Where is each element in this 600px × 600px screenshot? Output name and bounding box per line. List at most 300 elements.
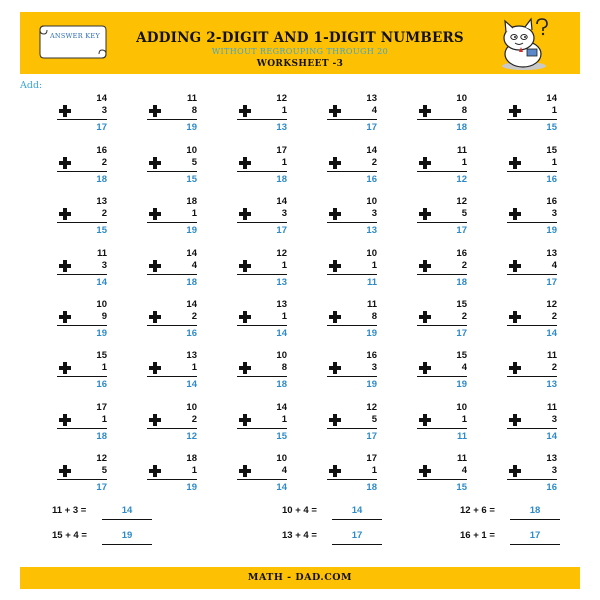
instruction-text: Add: <box>20 80 43 91</box>
plus-icon <box>239 465 251 477</box>
answer: 17 <box>96 482 107 493</box>
addition-problem <box>235 402 289 446</box>
answer: 19 <box>546 225 557 236</box>
horizontal-problem <box>282 530 412 546</box>
plus-icon <box>329 465 341 477</box>
answer-line <box>332 544 382 545</box>
plus-icon <box>419 260 431 272</box>
answer: 19 <box>186 122 197 133</box>
sum-line <box>417 171 467 172</box>
plus-icon <box>509 105 521 117</box>
addend-bottom: 1 <box>101 414 107 425</box>
answer: 14 <box>546 328 557 339</box>
addend-top: 10 <box>456 402 467 413</box>
addend-bottom: 1 <box>551 105 557 116</box>
worksheet-number: WORKSHEET -3 <box>256 59 344 69</box>
addition-problem <box>145 145 199 189</box>
plus-icon <box>329 311 341 323</box>
addend-top: 10 <box>366 196 377 207</box>
addition-problem <box>505 248 559 292</box>
addend-bottom: 1 <box>281 260 287 271</box>
plus-icon <box>329 157 341 169</box>
addend-top: 15 <box>546 145 557 156</box>
horizontal-problem <box>460 505 590 521</box>
equation-text: 11 + 3 = <box>52 505 87 516</box>
plus-icon <box>329 414 341 426</box>
addend-bottom: 2 <box>191 414 197 425</box>
answer: 16 <box>186 328 197 339</box>
sum-line <box>507 325 557 326</box>
addition-problem <box>415 248 469 292</box>
addend-bottom: 8 <box>281 362 287 373</box>
addition-problem <box>505 350 559 394</box>
addition-problem <box>325 248 379 292</box>
addend-bottom: 4 <box>371 105 377 116</box>
sum-line <box>507 274 557 275</box>
answer-key-label: ANSWER KEY <box>49 32 101 40</box>
sum-line <box>147 428 197 429</box>
sum-line <box>507 222 557 223</box>
sum-line <box>57 325 107 326</box>
answer: 17 <box>366 122 377 133</box>
addend-bottom: 2 <box>461 311 467 322</box>
horizontal-problem <box>52 530 182 546</box>
answer-key-scroll-icon <box>38 22 110 62</box>
sum-line <box>147 274 197 275</box>
answer: 19 <box>96 328 107 339</box>
addend-bottom: 4 <box>461 362 467 373</box>
addition-problem <box>415 145 469 189</box>
plus-icon <box>149 362 161 374</box>
addition-problem <box>325 453 379 497</box>
answer: 15 <box>96 225 107 236</box>
addend-bottom: 1 <box>191 362 197 373</box>
answer: 19 <box>456 379 467 390</box>
sum-line <box>327 428 377 429</box>
addition-problem <box>55 350 109 394</box>
answer: 19 <box>186 225 197 236</box>
addition-problem <box>145 248 199 292</box>
answer: 14 <box>351 505 363 516</box>
answer: 18 <box>96 431 107 442</box>
addend-top: 17 <box>366 453 377 464</box>
answer: 14 <box>276 328 287 339</box>
addend-bottom: 4 <box>461 465 467 476</box>
addend-top: 14 <box>186 248 197 259</box>
plus-icon <box>419 311 431 323</box>
equation-text: 15 + 4 = <box>52 530 87 541</box>
answer: 11 <box>366 277 377 288</box>
sum-line <box>237 325 287 326</box>
worksheet-title: ADDING 2-DIGIT AND 1-DIGIT NUMBERS <box>136 30 464 46</box>
addition-problem <box>505 402 559 446</box>
addend-top: 17 <box>96 402 107 413</box>
addend-top: 13 <box>186 350 197 361</box>
sum-line <box>57 222 107 223</box>
sum-line <box>327 376 377 377</box>
addition-problem <box>145 402 199 446</box>
addition-problem <box>415 93 469 137</box>
answer: 16 <box>546 174 557 185</box>
sum-line <box>237 119 287 120</box>
addend-bottom: 1 <box>461 414 467 425</box>
answer: 14 <box>186 379 197 390</box>
addend-top: 13 <box>276 299 287 310</box>
answer: 17 <box>276 225 287 236</box>
addition-problem <box>415 350 469 394</box>
sum-line <box>507 119 557 120</box>
answer-line <box>102 544 152 545</box>
addend-top: 15 <box>456 350 467 361</box>
plus-icon <box>59 465 71 477</box>
answer: 17 <box>456 328 467 339</box>
answer: 18 <box>186 277 197 288</box>
answer: 14 <box>276 482 287 493</box>
plus-icon <box>59 208 71 220</box>
addend-top: 10 <box>366 248 377 259</box>
addend-top: 14 <box>546 93 557 104</box>
addend-top: 13 <box>96 196 107 207</box>
answer: 15 <box>546 122 557 133</box>
addend-top: 11 <box>186 93 197 104</box>
addition-problem <box>55 453 109 497</box>
addend-bottom: 3 <box>371 208 377 219</box>
addition-problem <box>505 145 559 189</box>
addend-bottom: 2 <box>551 311 557 322</box>
addend-bottom: 3 <box>101 105 107 116</box>
addend-top: 10 <box>186 402 197 413</box>
addition-problem <box>235 248 289 292</box>
addend-top: 18 <box>186 196 197 207</box>
addend-top: 14 <box>276 196 287 207</box>
plus-icon <box>59 362 71 374</box>
plus-icon <box>239 362 251 374</box>
addition-problem <box>325 350 379 394</box>
addend-top: 11 <box>456 453 467 464</box>
answer: 17 <box>96 122 107 133</box>
answer: 14 <box>121 505 133 516</box>
answer-line <box>332 519 382 520</box>
addend-top: 11 <box>96 248 107 259</box>
sum-line <box>327 274 377 275</box>
sum-line <box>417 376 467 377</box>
addend-bottom: 3 <box>371 362 377 373</box>
footer-text: MATH - DAD.COM <box>247 572 353 583</box>
plus-icon <box>239 414 251 426</box>
sum-line <box>327 171 377 172</box>
sum-line <box>147 376 197 377</box>
addend-top: 14 <box>96 93 107 104</box>
plus-icon <box>509 157 521 169</box>
sum-line <box>57 171 107 172</box>
addend-top: 11 <box>456 145 467 156</box>
sum-line <box>327 222 377 223</box>
addend-bottom: 3 <box>551 208 557 219</box>
addition-problem <box>505 299 559 343</box>
plus-icon <box>239 208 251 220</box>
addend-bottom: 3 <box>551 465 557 476</box>
answer: 12 <box>186 431 197 442</box>
addend-top: 12 <box>276 248 287 259</box>
addition-problem <box>145 196 199 240</box>
worksheet-subtitle: WITHOUT REGROUPING THROUGH 20 <box>211 47 389 56</box>
sum-line <box>147 171 197 172</box>
answer: 16 <box>546 482 557 493</box>
addend-top: 14 <box>276 402 287 413</box>
addend-top: 15 <box>456 299 467 310</box>
plus-icon <box>239 157 251 169</box>
addend-top: 11 <box>546 402 557 413</box>
addend-top: 10 <box>276 453 287 464</box>
plus-icon <box>329 208 341 220</box>
plus-icon <box>509 260 521 272</box>
addend-bottom: 1 <box>371 260 377 271</box>
plus-icon <box>329 105 341 117</box>
plus-icon <box>509 414 521 426</box>
horizontal-problem <box>282 505 412 521</box>
addend-bottom: 1 <box>461 157 467 168</box>
answer: 12 <box>456 174 467 185</box>
sum-line <box>507 479 557 480</box>
plus-icon <box>329 362 341 374</box>
addend-bottom: 8 <box>191 105 197 116</box>
addend-top: 13 <box>546 453 557 464</box>
addend-top: 13 <box>546 248 557 259</box>
sum-line <box>417 274 467 275</box>
answer: 19 <box>186 482 197 493</box>
addition-problem <box>55 145 109 189</box>
sum-line <box>237 171 287 172</box>
plus-icon <box>509 362 521 374</box>
answer: 15 <box>186 174 197 185</box>
plus-icon <box>239 260 251 272</box>
answer-line <box>102 519 152 520</box>
equation-text: 12 + 6 = <box>460 505 495 516</box>
horizontal-problem <box>52 505 182 521</box>
addend-bottom: 2 <box>551 362 557 373</box>
addend-bottom: 8 <box>371 311 377 322</box>
addend-top: 18 <box>186 453 197 464</box>
sum-line <box>147 479 197 480</box>
addend-top: 10 <box>96 299 107 310</box>
addend-top: 14 <box>186 299 197 310</box>
plus-icon <box>419 105 431 117</box>
plus-icon <box>59 105 71 117</box>
addend-top: 12 <box>456 196 467 207</box>
plus-icon <box>419 157 431 169</box>
addend-bottom: 5 <box>101 465 107 476</box>
answer: 15 <box>456 482 467 493</box>
addend-bottom: 2 <box>461 260 467 271</box>
addition-problem <box>235 299 289 343</box>
addition-problem <box>145 299 199 343</box>
addition-problem <box>55 93 109 137</box>
addition-problem <box>325 196 379 240</box>
answer: 13 <box>366 225 377 236</box>
answer: 13 <box>276 277 287 288</box>
addition-problem <box>235 350 289 394</box>
answer: 18 <box>529 505 541 516</box>
plus-icon <box>239 311 251 323</box>
answer: 18 <box>276 174 287 185</box>
addition-problem <box>55 402 109 446</box>
addend-top: 14 <box>366 145 377 156</box>
addend-top: 16 <box>546 196 557 207</box>
addend-bottom: 1 <box>281 311 287 322</box>
addend-bottom: 5 <box>461 208 467 219</box>
equation-text: 10 + 4 = <box>282 505 317 516</box>
plus-icon <box>149 208 161 220</box>
sum-line <box>237 222 287 223</box>
plus-icon <box>239 105 251 117</box>
sum-line <box>417 119 467 120</box>
answer: 17 <box>546 277 557 288</box>
addend-top: 13 <box>366 93 377 104</box>
addition-problem <box>415 402 469 446</box>
sum-line <box>507 376 557 377</box>
horizontal-problem <box>460 530 590 546</box>
addend-top: 17 <box>276 145 287 156</box>
addition-problem <box>415 299 469 343</box>
addend-bottom: 4 <box>551 260 557 271</box>
plus-icon <box>59 157 71 169</box>
addend-top: 12 <box>276 93 287 104</box>
plus-icon <box>149 311 161 323</box>
addend-top: 11 <box>546 350 557 361</box>
addend-bottom: 3 <box>551 414 557 425</box>
answer: 19 <box>366 379 377 390</box>
addend-bottom: 2 <box>371 157 377 168</box>
addend-bottom: 5 <box>191 157 197 168</box>
addition-problem <box>415 196 469 240</box>
answer: 17 <box>529 530 541 541</box>
plus-icon <box>329 260 341 272</box>
addend-bottom: 1 <box>551 157 557 168</box>
addend-bottom: 3 <box>281 208 287 219</box>
addend-top: 15 <box>96 350 107 361</box>
sum-line <box>57 479 107 480</box>
plus-icon <box>59 414 71 426</box>
answer: 16 <box>366 174 377 185</box>
sum-line <box>417 479 467 480</box>
addend-bottom: 8 <box>461 105 467 116</box>
addend-top: 16 <box>456 248 467 259</box>
addend-bottom: 2 <box>101 157 107 168</box>
addend-bottom: 1 <box>281 414 287 425</box>
addition-problem <box>235 145 289 189</box>
sum-line <box>237 376 287 377</box>
plus-icon <box>59 260 71 272</box>
plus-icon <box>509 465 521 477</box>
addend-top: 11 <box>366 299 377 310</box>
addition-problem <box>55 299 109 343</box>
sum-line <box>147 222 197 223</box>
sum-line <box>57 274 107 275</box>
addition-problem <box>325 93 379 137</box>
equation-text: 16 + 1 = <box>460 530 495 541</box>
addend-bottom: 2 <box>101 208 107 219</box>
answer: 18 <box>96 174 107 185</box>
answer: 18 <box>456 277 467 288</box>
answer: 13 <box>546 379 557 390</box>
addend-bottom: 1 <box>281 157 287 168</box>
answer: 17 <box>366 431 377 442</box>
sum-line <box>147 325 197 326</box>
addend-bottom: 2 <box>191 311 197 322</box>
answer: 11 <box>456 431 467 442</box>
plus-icon <box>149 260 161 272</box>
plus-icon <box>419 414 431 426</box>
sum-line <box>237 428 287 429</box>
sum-line <box>57 428 107 429</box>
answer: 13 <box>276 122 287 133</box>
sum-line <box>507 428 557 429</box>
addend-bottom: 4 <box>191 260 197 271</box>
equation-text: 13 + 4 = <box>282 530 317 541</box>
addition-problem <box>235 196 289 240</box>
answer: 19 <box>366 328 377 339</box>
answer: 18 <box>366 482 377 493</box>
addend-top: 16 <box>366 350 377 361</box>
sum-line <box>327 119 377 120</box>
addend-top: 10 <box>276 350 287 361</box>
addend-bottom: 1 <box>371 465 377 476</box>
addend-top: 12 <box>546 299 557 310</box>
thinking-cat-icon <box>493 16 555 72</box>
addition-problem <box>505 196 559 240</box>
addend-top: 12 <box>96 453 107 464</box>
addition-problem <box>145 93 199 137</box>
answer-line <box>510 544 560 545</box>
plus-icon <box>509 208 521 220</box>
addend-bottom: 4 <box>281 465 287 476</box>
addend-top: 10 <box>186 145 197 156</box>
sum-line <box>327 325 377 326</box>
addition-problem <box>55 196 109 240</box>
addition-problem <box>505 93 559 137</box>
plus-icon <box>419 465 431 477</box>
plus-icon <box>149 157 161 169</box>
answer: 17 <box>351 530 363 541</box>
addend-top: 12 <box>366 402 377 413</box>
answer-line <box>510 519 560 520</box>
sum-line <box>417 325 467 326</box>
sum-line <box>57 376 107 377</box>
addition-problem <box>145 350 199 394</box>
answer: 18 <box>276 379 287 390</box>
answer: 17 <box>456 225 467 236</box>
addition-problem <box>415 453 469 497</box>
sum-line <box>417 222 467 223</box>
answer: 14 <box>96 277 107 288</box>
sum-line <box>237 479 287 480</box>
addition-problem <box>325 299 379 343</box>
addend-bottom: 3 <box>101 260 107 271</box>
addend-bottom: 1 <box>281 105 287 116</box>
sum-line <box>57 119 107 120</box>
addend-bottom: 1 <box>191 465 197 476</box>
answer: 14 <box>546 431 557 442</box>
plus-icon <box>419 208 431 220</box>
plus-icon <box>509 311 521 323</box>
addend-bottom: 1 <box>191 208 197 219</box>
answer: 19 <box>121 530 133 541</box>
addend-bottom: 1 <box>101 362 107 373</box>
addend-bottom: 9 <box>101 311 107 322</box>
sum-line <box>147 119 197 120</box>
addend-top: 16 <box>96 145 107 156</box>
plus-icon <box>419 362 431 374</box>
